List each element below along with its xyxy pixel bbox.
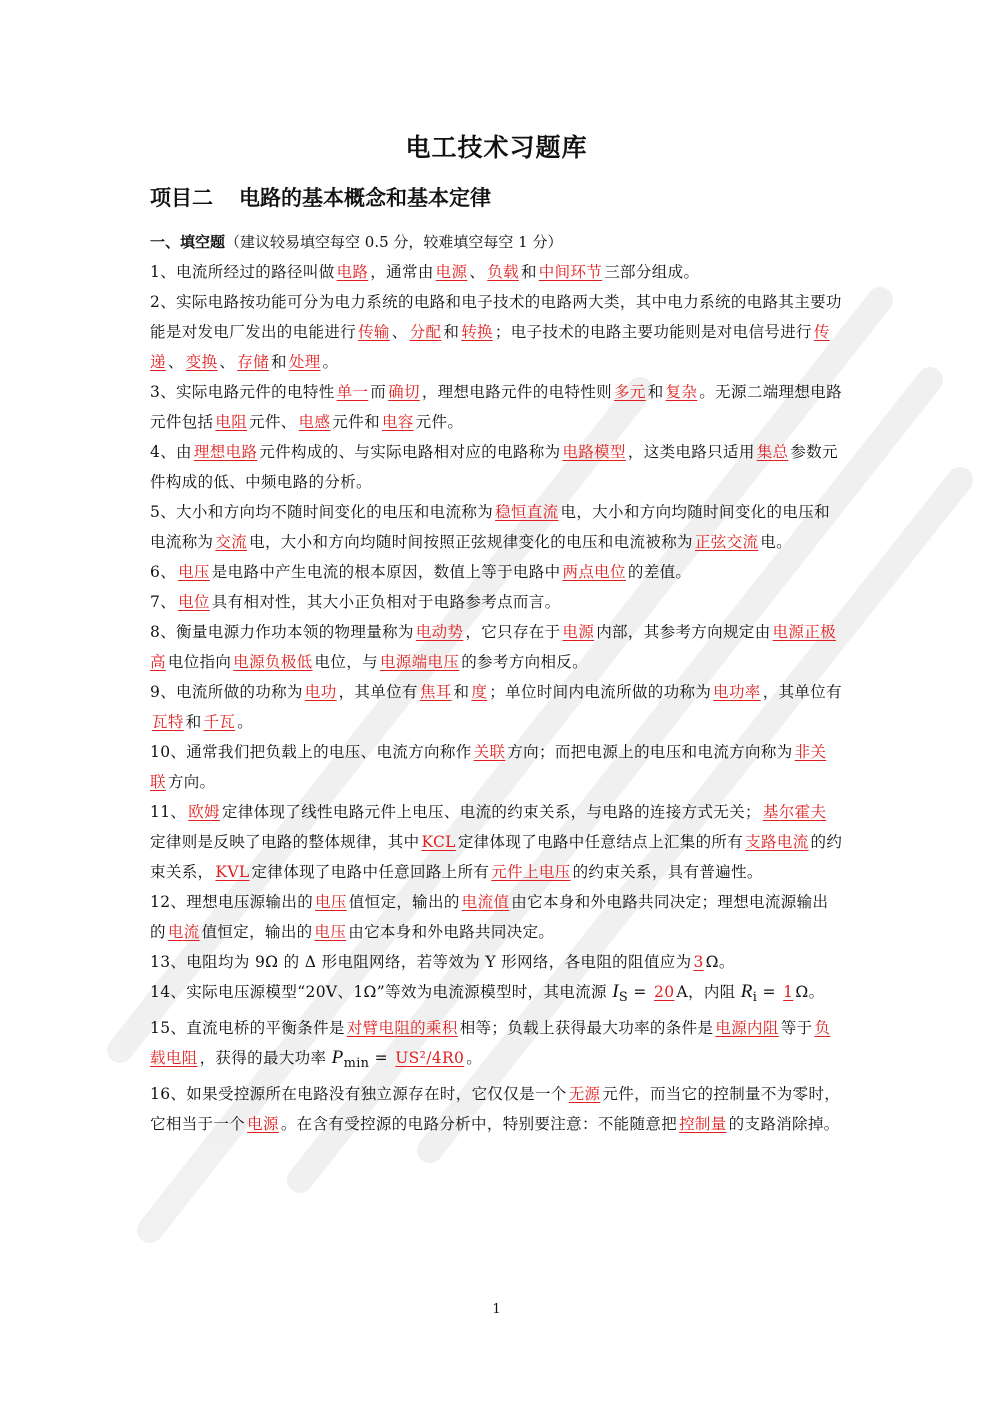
question-text: 的约束关系， [150,833,843,881]
question-text: 和 [185,713,202,731]
question-text: 元件和 [332,413,380,431]
question-text: 7、 [150,593,177,611]
project-name: 电路的基本概念和基本定律 [239,186,491,210]
questions-container [150,257,844,1139]
question-text: 和 [520,263,537,281]
question-text: 13、电阻均为 9Ω 的 Δ 形电阻网络，若等效为 Y 形网络，各电阻的阻值应为 [150,953,692,971]
math-symbol: R [740,981,753,1002]
answer-blank: 电流值 [461,893,510,911]
answer-blank: 非关联 [150,743,827,791]
answer-blank: 存储 [237,353,269,371]
question-text: ，其单位有 [762,683,842,701]
answer-blank: 负载 [487,263,519,281]
question-15 [150,1013,844,1079]
question-text: 定律体现了电路中任意回路上所有 [251,863,490,881]
question-list [150,227,844,1139]
question-text: 。 [237,713,254,731]
question-text: ，通常由 [370,263,434,281]
question-text: 1、电流所经过的路径叫做 [150,263,335,281]
question-text: 电，大小和方向均随时间变化的电压和电流称为 [150,503,830,551]
question-text: 。 [466,1049,483,1068]
question-text: 14、实际电压源模型“20V、1Ω”等效为电流源模型时，其电流源 [150,983,613,1001]
question-text: 是电路中产生电流的根本原因，数值上等于电路中 [211,563,561,581]
question-text: 内部，其参考方向规定由 [596,623,771,641]
question-text: 和 [443,323,460,341]
question-text: 定律体现了电路中任意结点上汇集的所有 [457,833,744,851]
document-title: 电工技术习题库 [405,133,588,162]
question-text: ；电子技术的电路主要功能则是对电信号进行 [494,323,812,341]
question-text: 6、 [150,563,177,581]
question-text: 的差值。 [627,563,692,581]
question-text: 8、衡量电源力作功本领的物理量称为 [150,623,414,641]
math-symbol: P [331,1047,344,1069]
question-text: 元件，而当它的控制量不为零时，它相当于一个 [150,1085,841,1134]
answer-blank: 确切 [388,383,420,401]
question-text: 和 [647,383,664,401]
answer-blank: 电源 [247,1115,279,1134]
section-heading [150,227,844,257]
question-text: 由它本身和外电路共同决定；理想电流源输出的 [150,893,829,941]
question-text: 三部分组成。 [604,263,700,281]
answer-blank: 中间环节 [538,263,603,281]
answer-blank: 电源内阻 [715,1019,779,1038]
answer-blank: 3 [693,953,704,971]
answer-blank: 控制量 [679,1115,727,1134]
answer-blank: 传递 [150,323,830,371]
answer-blank: 正弦交流 [694,533,759,551]
question-12 [150,887,844,947]
question-text: Ω。 [795,983,825,1001]
question-text: Ω。 [705,953,735,971]
question-9 [150,677,844,737]
answer-blank: 电容 [381,413,414,431]
question-text: 电。 [760,533,793,551]
question-text: 9、电流所做的功称为 [150,683,303,701]
answer-blank: 负载电阻 [150,1019,831,1068]
question-14 [150,977,844,1013]
answer-blank: 变换 [185,353,218,371]
question-text: 元件构成的、与实际电路相对应的电路称为 [259,443,561,461]
question-text: 具有相对性，其大小正负相对于电路参考点而言。 [211,593,561,611]
question-text: 2、实际电路按功能可分为电力系统的电路和电子技术的电路两大类，其中电力系统的电路其主要功能是对发电厂发出的电能进行 [150,293,842,341]
answer-blank: 电位 [178,593,210,611]
answer-blank: 电路 [336,263,369,281]
project-number: 项目二 [150,186,213,210]
answer-blank: 理想电路 [193,443,258,461]
question-text: 15、直流电桥的平衡条件是 [150,1019,345,1038]
question-3 [150,377,844,437]
answer-blank: 电阻 [215,413,248,431]
answer-blank: 转换 [461,323,493,341]
answer-blank: 1 [783,983,794,1001]
answer-blank: KVL [215,863,250,881]
question-text: 12、理想电压源输出的 [150,893,314,911]
section-title: 一、填空题 [150,233,226,251]
answer-blank: 关联 [473,743,506,761]
question-text: ，理想电路元件的电特性则 [421,383,613,401]
answer-blank: 电流 [167,923,200,941]
answer-blank: 电压 [314,923,347,941]
answer-blank: 元件上电压 [491,863,571,881]
math-subscript: min [343,1056,370,1072]
answer-blank: 电源端电压 [379,653,460,671]
question-text: 的参考方向相反。 [461,653,589,671]
answer-blank: 电源 [562,623,595,641]
question-text: 。在含有受控源的电路分析中，特别要注意：不能随意把 [280,1115,678,1134]
question-text: 值恒定，输出的 [348,893,460,911]
answer-blank: 对臂电阻的乘积 [346,1019,458,1038]
answer-blank: 基尔霍夫 [762,803,827,821]
answer-blank: 多元 [614,383,646,401]
question-11 [150,797,844,887]
answer-blank: 电路模型 [562,443,626,461]
answer-blank: 无源 [568,1085,601,1104]
question-text: 、 [391,323,408,341]
question-7 [150,587,844,617]
answer-blank: 支路电流 [745,833,809,851]
question-13 [150,947,844,977]
question-text: ；单位时间内电流所做的功称为 [489,683,712,701]
answer-blank: 电感 [298,413,331,431]
question-text: 和 [453,683,470,701]
question-text: 电位指向 [167,653,232,671]
question-text: 、 [167,353,184,371]
question-text: 、 [469,263,486,281]
question-text: 16、如果受控源所在电路没有独立源存在时，它仅仅是一个 [150,1085,567,1104]
question-text: 定律则是反映了电路的整体规律，其中 [150,833,420,851]
question-16 [150,1079,844,1139]
question-text: 11、 [150,803,187,821]
question-10 [150,737,844,797]
question-text: 。 [322,353,339,371]
answer-blank: 电压 [178,563,210,581]
answer-blank: 电源 [435,263,468,281]
question-text: 电，大小和方向均随时间按照正弦规律变化的电压和电流被称为 [249,533,693,551]
math-symbol: I [612,981,619,1002]
question-text: A，内阻 [676,983,741,1001]
question-text: 等于 [780,1019,813,1038]
answer-blank: 复杂 [665,383,698,401]
answer-blank: 瓦特 [152,713,184,731]
answer-blank: 电源负极低 [233,653,313,671]
question-text: 方向；而把电源上的电压和电流方向称为 [507,743,793,761]
answer-blank: 电功率 [713,683,761,701]
question-text: 值恒定，输出的 [201,923,313,941]
question-text: 的约束关系，具有普遍性。 [572,863,763,881]
question-text: 参数元件构成的低、中频电路的分析。 [150,443,838,491]
question-text: ，这类电路只适用 [627,443,755,461]
question-4 [150,437,844,497]
answer-blank: 电功 [304,683,337,701]
answer-blank: 传输 [358,323,390,341]
answer-blank: 千瓦 [203,713,236,731]
answer-blank: 电源正极高 [150,623,836,671]
question-text: 元件。 [415,413,464,431]
answer-blank: 焦耳 [419,683,452,701]
answer-blank: 稳恒直流 [495,503,559,521]
question-text: 由它本身和外电路共同决定。 [348,923,555,941]
question-text: 。无源二端理想电路元件包括 [150,383,842,431]
question-text: 4、由 [150,443,192,461]
answer-blank: 交流 [215,533,248,551]
question-text: 相等；负载上获得最大功率的条件是 [459,1019,714,1038]
question-text: = [628,983,652,1001]
question-text: 而 [370,383,387,401]
answer-blank: 集总 [756,443,789,461]
question-text: 3、实际电路元件的电特性 [150,383,335,401]
question-8 [150,617,844,677]
question-text: = [757,983,782,1001]
answer-blank: 欧姆 [188,803,220,821]
question-text: 10、通常我们把负载上的电压、电流方向称作 [150,743,472,761]
answer-blank: 电动势 [415,623,464,641]
question-text: 5、大小和方向均不随时间变化的电压和电流称为 [150,503,494,521]
page-number: 1 [492,1302,501,1317]
math-subscript: S [618,990,629,1006]
math-subscript: i [752,990,758,1006]
answer-blank: 20 [653,983,675,1001]
question-2 [150,287,844,377]
answer-blank: 处理 [288,353,321,371]
answer-blank: 两点电位 [562,563,626,581]
question-text: = [369,1049,394,1068]
question-text: 电位，与 [314,653,378,671]
answer-blank: 电压 [315,893,347,911]
question-text: ，其单位有 [338,683,418,701]
question-text: 元件、 [249,413,297,431]
answer-blank: 度 [471,683,488,701]
question-text: 、 [219,353,236,371]
question-text: 定律体现了线性电路元件上电压、电流的约束关系，与电路的连接方式无关； [221,803,761,821]
question-text: ，获得的最大功率 [199,1049,332,1068]
question-text: ，它只存在于 [465,623,561,641]
answer-blank: 分配 [409,323,442,341]
question-text: 和 [270,353,287,371]
answer-blank: US²/4R0 [395,1049,465,1068]
question-1 [150,257,844,287]
project-heading [150,182,491,212]
question-text: 方向。 [167,773,216,791]
answer-blank: KCL [421,833,456,851]
question-5 [150,497,844,557]
answer-blank: 单一 [336,383,369,401]
section-note: （建议较易填空每空 0.5 分，较难填空每空 1 分） [225,233,563,251]
question-6 [150,557,844,587]
question-text: 的支路消除掉。 [728,1115,840,1134]
